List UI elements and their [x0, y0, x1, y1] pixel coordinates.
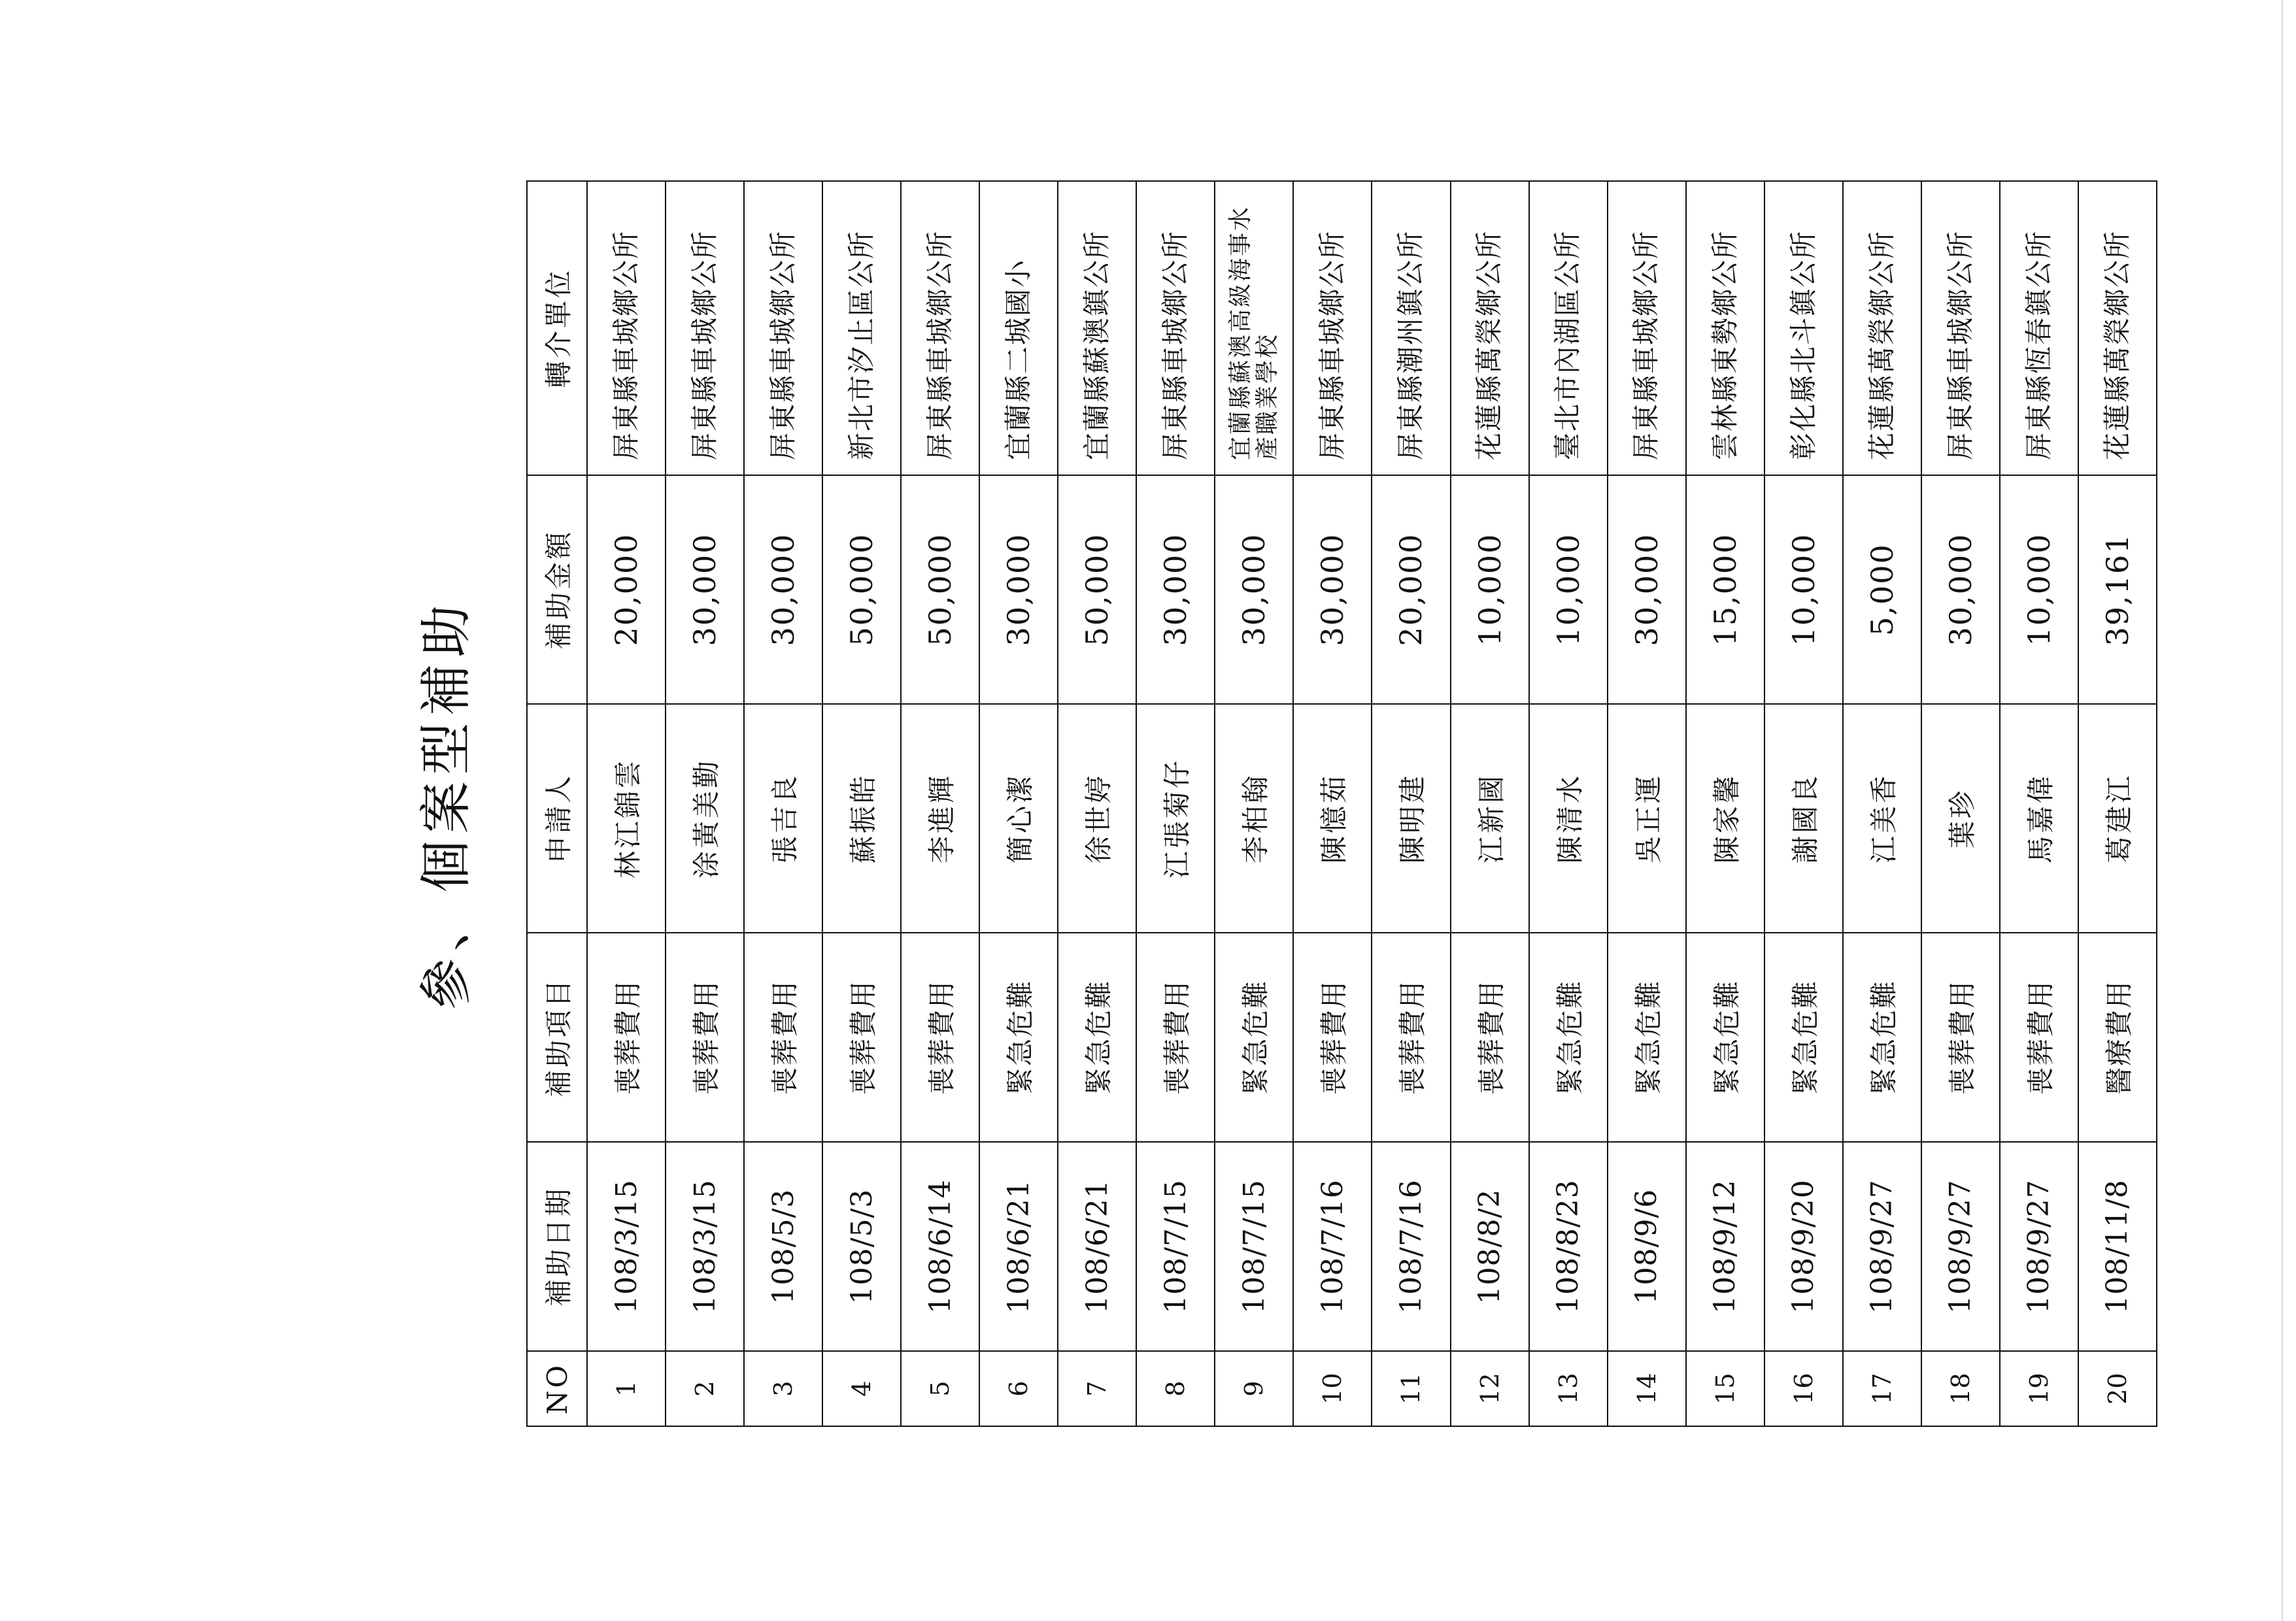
cell-date: 108/3/15: [666, 1142, 744, 1351]
cell-applicant: 江美香: [1843, 704, 1921, 933]
table-row: [666, 181, 744, 1426]
cell-item: 喪葬費用: [1293, 933, 1372, 1142]
cell-no: 15: [1686, 1351, 1764, 1426]
cell-amount: 15,000: [1686, 475, 1764, 704]
cell-no: 5: [901, 1351, 979, 1426]
cell-date: 108/7/15: [1136, 1142, 1215, 1351]
header-amount: 補助金額: [527, 475, 587, 704]
cell-referral-unit: 彰化縣北斗鎮公所: [1764, 181, 1843, 475]
cell-referral-unit: 臺北市內湖區公所: [1529, 181, 1608, 475]
table-row: [1608, 181, 1686, 1426]
cell-amount: 30,000: [979, 475, 1058, 704]
cell-no: 12: [1451, 1351, 1529, 1426]
table-row: [822, 181, 901, 1426]
cell-date: 108/5/3: [822, 1142, 901, 1351]
cell-referral-unit: 屏東縣車城鄉公所: [666, 181, 744, 475]
cell-date: 108/3/15: [587, 1142, 666, 1351]
header-row: [527, 181, 587, 1426]
cell-referral-unit: 雲林縣東勢鄉公所: [1686, 181, 1764, 475]
cell-no: 19: [2000, 1351, 2078, 1426]
cell-applicant: 陳清水: [1529, 704, 1608, 933]
cell-referral-unit: 花蓮縣萬榮鄉公所: [2078, 181, 2157, 475]
cell-item: 緊急危難: [1686, 933, 1764, 1142]
header-no: NO: [527, 1351, 587, 1426]
cell-date: 108/9/27: [1843, 1142, 1921, 1351]
cell-applicant: 江新國: [1451, 704, 1529, 933]
cell-no: 4: [822, 1351, 901, 1426]
table-row: [1372, 181, 1450, 1426]
cell-date: 108/9/12: [1686, 1142, 1764, 1351]
cell-no: 11: [1372, 1351, 1450, 1426]
table-row: [1136, 181, 1215, 1426]
cell-date: 108/9/27: [1921, 1142, 2000, 1351]
cell-item: 緊急危難: [979, 933, 1058, 1142]
header-applicant: 申請人: [527, 704, 587, 933]
cell-referral-unit: 屏東縣潮州鎮公所: [1372, 181, 1450, 475]
cell-date: 108/6/21: [979, 1142, 1058, 1351]
cell-date: 108/7/16: [1372, 1142, 1450, 1351]
header-item: 補助項目: [527, 933, 587, 1142]
cell-date: 108/9/20: [1764, 1142, 1843, 1351]
cell-applicant: 謝國良: [1764, 704, 1843, 933]
cell-no: 18: [1921, 1351, 2000, 1426]
cell-no: 10: [1293, 1351, 1372, 1426]
table-row: [587, 181, 666, 1426]
cell-referral-unit: 宜蘭縣蘇澳鎮公所: [1058, 181, 1136, 475]
cell-applicant: 李柏翰: [1215, 704, 1293, 933]
cell-referral-unit: 屏東縣車城鄉公所: [1608, 181, 1686, 475]
cell-date: 108/9/27: [2000, 1142, 2078, 1351]
cell-date: 108/6/21: [1058, 1142, 1136, 1351]
cell-amount: 30,000: [666, 475, 744, 704]
cell-date: 108/7/16: [1293, 1142, 1372, 1351]
table-row: [1843, 181, 1921, 1426]
cell-item: 喪葬費用: [901, 933, 979, 1142]
cell-date: 108/8/2: [1451, 1142, 1529, 1351]
cell-item: 緊急危難: [1608, 933, 1686, 1142]
cell-item: 緊急危難: [1843, 933, 1921, 1142]
cell-no: 1: [587, 1351, 666, 1426]
table-row: [2078, 181, 2157, 1426]
cell-referral-unit: 屏東縣車城鄉公所: [901, 181, 979, 475]
cell-item: 喪葬費用: [1921, 933, 2000, 1142]
table-row: [979, 181, 1058, 1426]
cell-item: 喪葬費用: [744, 933, 822, 1142]
table-row: [1058, 181, 1136, 1426]
cell-item: 緊急危難: [1529, 933, 1608, 1142]
cell-applicant: 李進輝: [901, 704, 979, 933]
cell-date: 108/11/8: [2078, 1142, 2157, 1351]
cell-no: 16: [1764, 1351, 1843, 1426]
cell-amount: 20,000: [1372, 475, 1450, 704]
cell-applicant: 徐世婷: [1058, 704, 1136, 933]
table-row: [1215, 181, 1293, 1426]
cell-amount: 20,000: [587, 475, 666, 704]
table-header: [527, 181, 587, 1426]
cell-no: 9: [1215, 1351, 1293, 1426]
cell-no: 14: [1608, 1351, 1686, 1426]
cell-amount: 30,000: [1136, 475, 1215, 704]
cell-applicant: 蘇振皓: [822, 704, 901, 933]
header-date: 補助日期: [527, 1142, 587, 1351]
cell-referral-unit: 屏東縣車城鄉公所: [1293, 181, 1372, 475]
cell-no: 3: [744, 1351, 822, 1426]
cell-date: 108/5/3: [744, 1142, 822, 1351]
cell-referral-unit: 屏東縣車城鄉公所: [587, 181, 666, 475]
cell-date: 108/9/6: [1608, 1142, 1686, 1351]
scan-edge-line: [2282, 0, 2283, 1621]
table-row: [744, 181, 822, 1426]
cell-amount: 39,161: [2078, 475, 2157, 704]
cell-applicant: 陳明建: [1372, 704, 1450, 933]
cell-amount: 30,000: [1215, 475, 1293, 704]
table-row: [1529, 181, 1608, 1426]
cell-applicant: 張吉良: [744, 704, 822, 933]
cell-item: 喪葬費用: [822, 933, 901, 1142]
cell-item: 喪葬費用: [1451, 933, 1529, 1142]
cell-referral-unit: 宜蘭縣蘇澳高級海事水產職業學校: [1215, 181, 1293, 475]
cell-item: 緊急危難: [1058, 933, 1136, 1142]
case-subsidy-table: [526, 180, 2157, 1427]
header-referral-unit: 轉介單位: [527, 181, 587, 475]
cell-item: 喪葬費用: [1372, 933, 1450, 1142]
cell-date: 108/6/14: [901, 1142, 979, 1351]
table-row: [1686, 181, 1764, 1426]
cell-item: 醫療費用: [2078, 933, 2157, 1142]
table-row: [1293, 181, 1372, 1426]
cell-amount: 30,000: [744, 475, 822, 704]
cell-amount: 30,000: [1293, 475, 1372, 704]
cell-referral-unit: 屏東縣車城鄉公所: [1921, 181, 2000, 475]
cell-no: 20: [2078, 1351, 2157, 1426]
cell-applicant: 馬嘉偉: [2000, 704, 2078, 933]
cell-amount: 5,000: [1843, 475, 1921, 704]
cell-applicant: 葉珍: [1921, 704, 2000, 933]
cell-no: 17: [1843, 1351, 1921, 1426]
cell-no: 7: [1058, 1351, 1136, 1426]
cell-item: 喪葬費用: [666, 933, 744, 1142]
cell-item: 喪葬費用: [587, 933, 666, 1142]
cell-referral-unit: 屏東縣車城鄉公所: [1136, 181, 1215, 475]
page-title: 參、個案型補助: [415, 598, 477, 1011]
cell-item: 緊急危難: [1764, 933, 1843, 1142]
cell-item: 喪葬費用: [1136, 933, 1215, 1142]
table-row: [1921, 181, 2000, 1426]
cell-amount: 10,000: [2000, 475, 2078, 704]
cell-amount: 50,000: [1058, 475, 1136, 704]
cell-no: 8: [1136, 1351, 1215, 1426]
cell-item: 喪葬費用: [2000, 933, 2078, 1142]
cell-amount: 50,000: [822, 475, 901, 704]
rotated-document-page: [356, 182, 2157, 1427]
cell-referral-unit: 屏東縣車城鄉公所: [744, 181, 822, 475]
cell-applicant: 陳憶茹: [1293, 704, 1372, 933]
cell-applicant: 江張菊仔: [1136, 704, 1215, 933]
cell-date: 108/7/15: [1215, 1142, 1293, 1351]
cell-applicant: 葛建江: [2078, 704, 2157, 933]
cell-referral-unit: 新北市汐止區公所: [822, 181, 901, 475]
table-row: [2000, 181, 2078, 1426]
cell-no: 6: [979, 1351, 1058, 1426]
cell-no: 2: [666, 1351, 744, 1426]
cell-applicant: 吳正運: [1608, 704, 1686, 933]
cell-referral-unit: 宜蘭縣二城國小: [979, 181, 1058, 475]
cell-applicant: 簡心潔: [979, 704, 1058, 933]
cell-date: 108/8/23: [1529, 1142, 1608, 1351]
cell-amount: 10,000: [1764, 475, 1843, 704]
cell-applicant: 陳家馨: [1686, 704, 1764, 933]
cell-amount: 50,000: [901, 475, 979, 704]
table-row: [901, 181, 979, 1426]
cell-item: 緊急危難: [1215, 933, 1293, 1142]
cell-referral-unit: 屏東縣恆春鎮公所: [2000, 181, 2078, 475]
cell-referral-unit: 花蓮縣萬榮鄉公所: [1451, 181, 1529, 475]
cell-amount: 10,000: [1529, 475, 1608, 704]
cell-amount: 10,000: [1451, 475, 1529, 704]
cell-no: 13: [1529, 1351, 1608, 1426]
table-body: [587, 181, 2157, 1426]
table-row: [1451, 181, 1529, 1426]
cell-applicant: 涂黃美勤: [666, 704, 744, 933]
table-row: [1764, 181, 1843, 1426]
cell-applicant: 林江錦雲: [587, 704, 666, 933]
cell-amount: 30,000: [1608, 475, 1686, 704]
cell-referral-unit: 花蓮縣萬榮鄉公所: [1843, 181, 1921, 475]
cell-amount: 30,000: [1921, 475, 2000, 704]
